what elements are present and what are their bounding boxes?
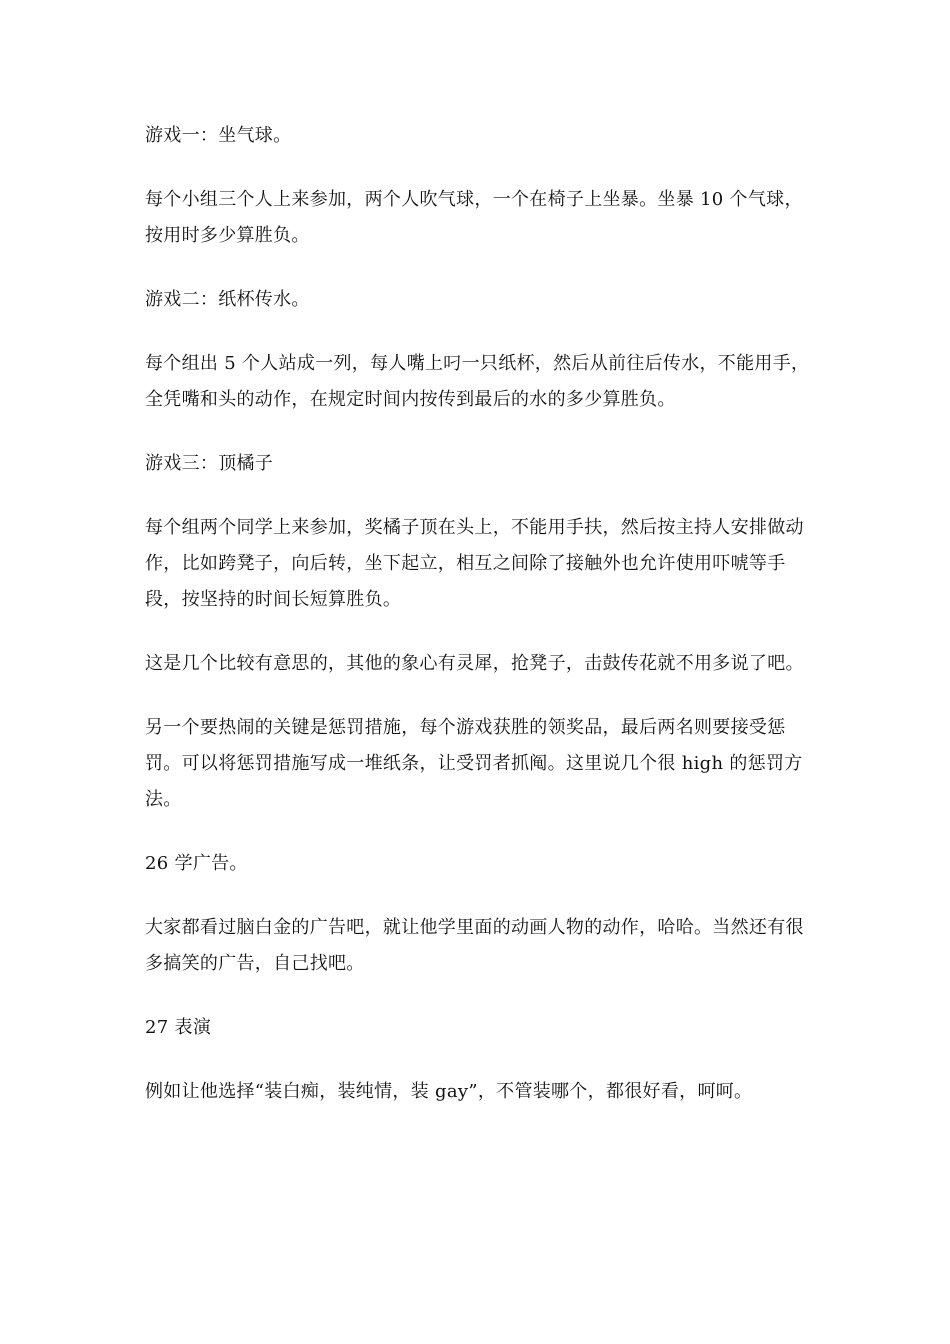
heading-item-26: 26 学广告。 [145, 853, 248, 874]
paragraph-other-games: 这是几个比较有意思的，其他的象心有灵犀，抢凳子，击鼓传花就不用多说了吧。 [145, 653, 804, 674]
paragraph-punishments: 另一个要热闹的关键是惩罚措施，每个游戏获胜的领奖品，最后两名则要接受惩罚。可以将惩罚措施写成一堆纸条，让受罚者抓阄。这里说几个很 high 的惩罚方法。 [145, 717, 803, 810]
document-body [145, 118, 810, 1138]
paragraph-game-3-rules: 每个组两个同学上来参加，奖橘子顶在头上，不能用手扶，然后按主持人安排做动作，比如跨凳子，向后转，坐下起立，相互之间除了接触外也允许使用吓唬等手段，按坚持的时间长短算胜负。 [145, 517, 804, 610]
heading-game-3: 游戏三：顶橘子 [145, 453, 274, 474]
paragraph-game-2-rules: 每个组出 5 个人站成一列，每人嘴上叼一只纸杯，然后从前往后传水，不能用手，全凭嘴和头的动作，在规定时间内按传到最后的水的多少算胜负。 [145, 353, 810, 410]
heading-game-1: 游戏一：坐气球。 [145, 125, 292, 146]
heading-game-2: 游戏二：纸杯传水。 [145, 289, 310, 310]
heading-item-27: 27 表演 [145, 1017, 212, 1038]
paragraph-game-1-rules: 每个小组三个人上来参加，两个人吹气球，一个在椅子上坐暴。坐暴 10 个气球，按用时多少算胜负。 [145, 189, 803, 246]
paragraph-item-26: 大家都看过脑白金的广告吧，就让他学里面的动画人物的动作，哈哈。当然还有很多搞笑的广告，自己找吧。 [145, 917, 804, 974]
paragraph-item-27: 例如让他选择“装白痴，装纯情，装 gay”，不管装哪个，都很好看，呵呵。 [145, 1081, 753, 1102]
